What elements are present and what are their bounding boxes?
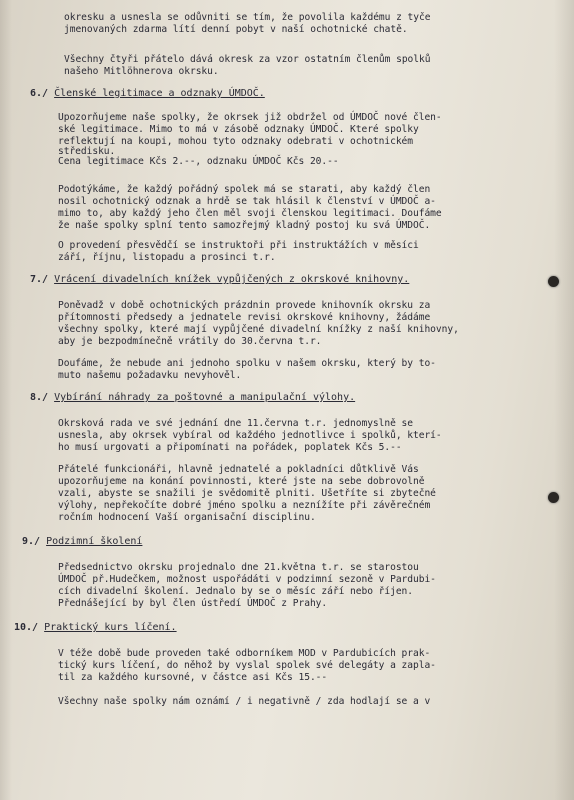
text-line: Upozorňujeme naše spolky, že okrsek již obdržel od ÚMDOČ nové člen- bbox=[58, 112, 442, 123]
text-line: reflektují na koupi, mohou tyto odznaky odebrati v ochotnickém bbox=[58, 136, 414, 147]
section-title: Členské legitimace a odznaky ÚMDOČ. bbox=[54, 88, 265, 99]
text-line: září, říjnu, listopadu a prosinci t.r. bbox=[58, 252, 276, 263]
text-line: Všechny naše spolky nám oznámí / i negativně / zda hodlají se a v bbox=[58, 696, 431, 707]
text-line: ho musí urgovati a připomínati na pořádek, poplatek Kčs 5.-- bbox=[58, 442, 402, 453]
text-line: Poněvadž v době ochotnických prázdnin provede knihovník okrsku za bbox=[58, 300, 431, 311]
punch-hole bbox=[548, 276, 559, 287]
text-line: Přednášející by byl člen ústředí ÚMDOČ z Prahy. bbox=[58, 598, 328, 609]
section-number: 8./ bbox=[30, 392, 49, 403]
text-line: ročním hodnocení Vaší organisační disciplinu. bbox=[58, 512, 316, 523]
text-line: výlohy, nepřekočíte dobré jméno spolku a neznížíte při závěrečném bbox=[58, 500, 431, 511]
section-number: 10./ bbox=[14, 622, 39, 633]
text-line: O provedení přesvědčí se instruktoři při instruktážích v měsíci bbox=[58, 240, 419, 251]
text-line: Podotýkáme, že každý pořádný spolek má se starati, aby každý člen bbox=[58, 184, 431, 195]
section-title: Podzimní školení bbox=[46, 536, 143, 547]
text-line: cích divadelní školení. Jednalo by se o měsíc září nebo říjen. bbox=[58, 586, 414, 597]
page-right-shadow bbox=[554, 0, 574, 800]
text-line: Cena legitimace Kčs 2.--, odznaku ÚMDOČ Kčs 20.-- bbox=[58, 156, 339, 167]
section-number: 6./ bbox=[30, 88, 49, 99]
text-line: okresku a usnesla se odůvniti se tím, že povolila každému z tyče bbox=[64, 12, 431, 23]
text-line: nosil ochotnický odznak a hrdě se tak hlásil k členství v ÚMDOČ a- bbox=[58, 196, 436, 207]
text-line: středisku. bbox=[58, 146, 116, 157]
section-title: Praktický kurs líčení. bbox=[44, 622, 177, 633]
text-line: Okrsková rada ve své jednání dne 11.června t.r. jednomyslně se bbox=[58, 418, 414, 429]
section-heading bbox=[30, 88, 265, 100]
text-line: Všechny čtyři přátelo dává okresk za vzor ostatním členům spolků bbox=[64, 54, 431, 65]
text-line: ÚMDOČ př.Hudečkem, možnost uspořádáti v podzimní sezoně v Pardubi- bbox=[58, 574, 436, 585]
text-line: vzali, abyste se snažili je svědomitě plniti. Ušetříte si zbytečné bbox=[58, 488, 436, 499]
section-title: Vybírání náhrady za poštovné a manipulační výlohy. bbox=[54, 392, 356, 403]
section-heading bbox=[14, 622, 177, 634]
section-number: 7./ bbox=[30, 274, 49, 285]
text-line: jmenovaných zdarma lítí denní pobyt v naší ochotnické chatě. bbox=[64, 24, 408, 35]
text-line: til za každého kursovné, v částce asi Kčs 15.-- bbox=[58, 672, 328, 683]
text-line: všechny spolky, které mají vypůjčené divadelní knížky z naší knihovny, bbox=[58, 324, 459, 335]
text-line: že naše spolky splní tento samozřejmý kladný postoj ku svá ÚMDOČ. bbox=[58, 220, 431, 231]
text-line: Přátelé funkcionáři, hlavně jednatelé a pokladníci důtklivě Vás bbox=[58, 464, 419, 475]
text-line: upozorňujeme na konání povinnosti, které jste na sebe dobrovolně bbox=[58, 476, 425, 487]
punch-hole bbox=[548, 492, 559, 503]
section-number: 9./ bbox=[22, 536, 41, 547]
text-line: usnesla, aby okrsek vybíral od každého jednotlivce i spolků, kterí- bbox=[58, 430, 442, 441]
text-line: Doufáme, že nebude ani jednoho spolku v našem okrsku, který by to- bbox=[58, 358, 436, 369]
section-heading bbox=[30, 392, 355, 404]
section-heading bbox=[30, 274, 409, 286]
text-line: mimo to, aby každý jeho člen měl svoji členskou legitimaci. Doufáme bbox=[58, 208, 442, 219]
text-line: Předsednictvo okrsku projednalo dne 21.května t.r. se starostou bbox=[58, 562, 419, 573]
section-title: Vrácení divadelních knížek vypůjčených z okrskové knihovny. bbox=[54, 274, 410, 285]
text-line: V téže době bude proveden také odborníkem MOD v Pardubicích prak- bbox=[58, 648, 431, 659]
text-line: přítomnosti předsedy a jednatele revisi okrskové knihovny, žádáme bbox=[58, 312, 431, 323]
page-left-shadow bbox=[0, 0, 12, 800]
text-line: muto našemu požadavku nevyhověl. bbox=[58, 370, 242, 381]
text-line: ské legitimace. Mimo to má v zásobě odznaky ÚMDOČ. Které spolky bbox=[58, 124, 419, 135]
text-line: našeho Mitlöhnerova okrsku. bbox=[64, 66, 219, 77]
text-line: tický kurs líčení, do něhož by vyslal spolek své delegáty a zapla- bbox=[58, 660, 436, 671]
text-line: aby je bezpodmínečně vrátily do 30.června t.r. bbox=[58, 336, 322, 347]
section-heading bbox=[22, 536, 142, 548]
